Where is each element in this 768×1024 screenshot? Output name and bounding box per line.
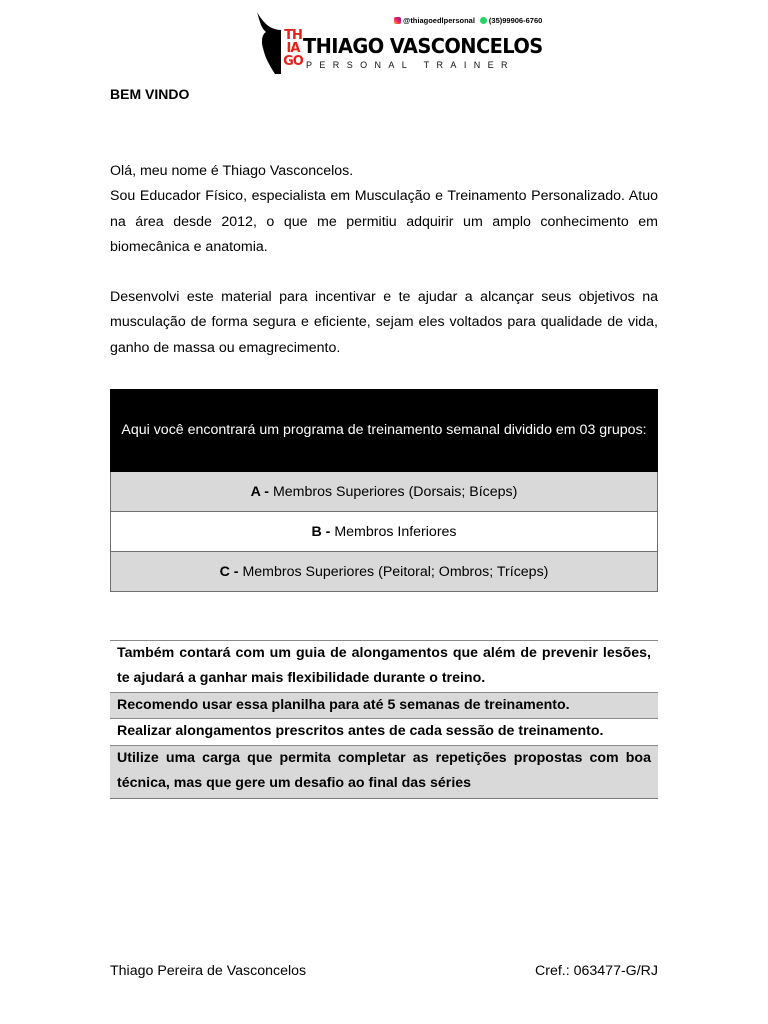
logo-role: PERSONAL TRAINER xyxy=(306,60,515,70)
group-row-b xyxy=(111,512,658,552)
note-text: Utilize uma carga que permita completar as repetições propostas com boa técnica, mas que gere um desafio ao final das séries xyxy=(110,745,658,798)
program-header: Aqui você encontrará um programa de treinamento semanal dividido em 03 grupos: xyxy=(111,390,658,472)
group-desc: Membros Superiores (Peitoral; Ombros; Tríceps) xyxy=(238,563,549,580)
welcome-heading: BEM VINDO xyxy=(110,86,190,102)
intro-text xyxy=(110,159,658,361)
logo-name: THIAGO VASCONCELOS xyxy=(303,34,543,58)
brand-logo xyxy=(254,10,543,76)
group-desc: Membros Inferiores xyxy=(330,523,457,540)
intro-greeting: Olá, meu nome é Thiago Vasconcelos. xyxy=(110,163,354,179)
social-contacts xyxy=(394,16,542,25)
intro-purpose: Desenvolvi este material para incentivar e te ajudar a alcançar seus objetivos na musculação de forma segura e eficiente, sejam eles voltados para qualidade de vida, ganho de massa ou emagrecimento. xyxy=(110,289,658,356)
instagram-handle: @thiagoedlpersonal xyxy=(403,16,475,25)
group-desc: Membros Superiores (Dorsais; Bíceps) xyxy=(269,483,518,500)
note-row xyxy=(110,641,658,693)
group-row-c xyxy=(111,552,658,592)
whatsapp-icon xyxy=(480,17,487,24)
program-table xyxy=(110,389,658,592)
intro-credentials: Sou Educador Físico, especialista em Musculação e Treinamento Personalizado. Atuo na área desde 2012, o que me permitiu adquirir um amplo conhecimento em biomecânica e anatomia. xyxy=(110,188,658,255)
note-row xyxy=(110,693,658,719)
notes-table xyxy=(110,640,658,799)
group-letter: A - xyxy=(250,483,270,500)
logo-vertical-name: TH IA GO xyxy=(283,28,303,69)
group-row-a xyxy=(111,472,658,512)
bull-icon xyxy=(254,10,284,76)
program-header-row xyxy=(111,390,658,472)
note-text: Recomendo usar essa planilha para até 5 semanas de treinamento. xyxy=(110,693,658,719)
footer-name: Thiago Pereira de Vasconcelos xyxy=(110,963,307,979)
note-row xyxy=(110,719,658,745)
note-row xyxy=(110,745,658,798)
group-letter: C - xyxy=(219,563,239,580)
note-text: Também contará com um guia de alongamentos que além de prevenir lesões, te ajudará a ganhar mais flexibilidade durante o treino. xyxy=(110,641,658,693)
instagram-icon xyxy=(394,17,401,24)
note-text: Realizar alongamentos prescritos antes de cada sessão de treinamento. xyxy=(110,719,658,745)
footer-cref: Cref.: 063477-G/RJ xyxy=(534,963,658,979)
whatsapp-number: (35)99906-6760 xyxy=(488,16,543,25)
group-letter: B - xyxy=(311,523,331,540)
